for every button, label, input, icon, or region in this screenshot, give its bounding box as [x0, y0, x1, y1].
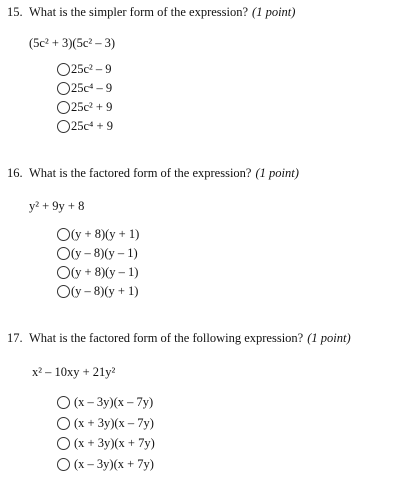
expression: (5c² + 3)(5c² – 3): [29, 36, 116, 50]
answer-option[interactable]: [57, 117, 113, 135]
option-label: (y + 8)(y – 1): [71, 264, 139, 279]
question-number: 15.: [7, 5, 23, 19]
option-label: (x – 3y)(x – 7y): [74, 394, 154, 409]
radio-button[interactable]: [57, 63, 70, 76]
expression: x² – 10xy + 21y²: [32, 365, 116, 379]
answer-option[interactable]: [57, 455, 154, 473]
answer-option[interactable]: [57, 434, 155, 452]
radio-button[interactable]: [57, 437, 70, 450]
answer-option[interactable]: [57, 98, 112, 116]
option-label: (y – 8)(y – 1): [71, 245, 138, 260]
option-label: (y + 8)(y + 1): [71, 226, 140, 241]
radio-button[interactable]: [57, 247, 70, 260]
answer-option[interactable]: [57, 414, 154, 432]
option-label: 25c⁴ + 9: [71, 118, 113, 133]
question-header: [7, 5, 295, 20]
answer-option[interactable]: [57, 79, 112, 97]
question-points: (1 point): [252, 5, 296, 19]
radio-button[interactable]: [57, 82, 70, 95]
answer-option[interactable]: [57, 60, 112, 78]
radio-button[interactable]: [57, 285, 70, 298]
option-label: (x + 3y)(x – 7y): [74, 415, 154, 430]
expression: y² + 9y + 8: [29, 199, 85, 213]
answer-option[interactable]: [57, 393, 153, 411]
option-label: (y – 8)(y + 1): [71, 283, 139, 298]
radio-button[interactable]: [57, 101, 70, 114]
question-prompt: What is the simpler form of the expression?: [29, 5, 249, 19]
radio-button[interactable]: [57, 417, 70, 430]
option-label: 25c² – 9: [71, 61, 112, 76]
question-number: 16.: [7, 166, 23, 180]
question-number: 17.: [7, 331, 23, 345]
question-prompt: What is the factored form of the expression?: [29, 166, 252, 180]
option-label: 25c² + 9: [71, 99, 113, 114]
radio-button[interactable]: [57, 458, 70, 471]
question-points: (1 point): [255, 166, 299, 180]
radio-button[interactable]: [57, 396, 70, 409]
radio-button[interactable]: [57, 120, 70, 133]
question-header: [7, 331, 351, 346]
radio-button[interactable]: [57, 266, 70, 279]
option-label: 25c⁴ – 9: [71, 80, 113, 95]
option-label: (x + 3y)(x + 7y): [74, 435, 155, 450]
question-points: (1 point): [307, 331, 351, 345]
answer-option[interactable]: [57, 282, 138, 300]
answer-option[interactable]: [57, 263, 138, 281]
radio-button[interactable]: [57, 228, 70, 241]
option-label: (x – 3y)(x + 7y): [74, 456, 154, 471]
answer-option[interactable]: [57, 225, 139, 243]
answer-option[interactable]: [57, 244, 138, 262]
question-prompt: What is the factored form of the following expression?: [29, 331, 304, 345]
question-header: [7, 166, 299, 181]
